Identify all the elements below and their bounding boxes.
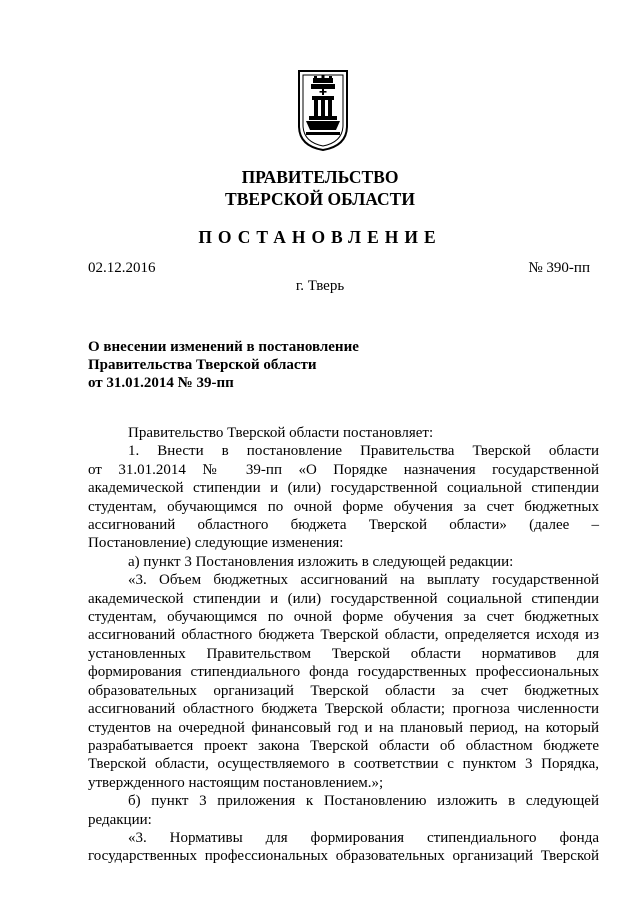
body-line: разрабатывается проект закона Тверской области об областном бюджете (88, 737, 599, 754)
org-name-line2: ТВЕРСКОЙ ОБЛАСТИ (225, 189, 415, 209)
body-line: студентов на очередной финансовый год и на плановый период, на который (88, 719, 599, 736)
document-type: ПОСТАНОВЛЕНИЕ (198, 227, 442, 247)
body-line: редакции: (88, 811, 152, 828)
body-line: 1. Внести в постановление Правительства Тверской области (128, 443, 599, 460)
org-name-line1: ПРАВИТЕЛЬСТВО (241, 167, 399, 187)
body-line: академической стипендии и (или) государственной социальной стипендии (88, 590, 599, 607)
subject-line: Правительства Тверской области (88, 357, 317, 373)
body-line: студентам, обучающимся по очной форме обучения за счет бюджетных (88, 609, 599, 626)
body-line: ассигнований областного бюджета Тверской области, определяется исходя из (88, 627, 599, 644)
body-line: ассигнований областного бюджета Тверской области; прогноза численности (88, 701, 599, 718)
body-line: «3. Объем бюджетных ассигнований на выплату государственной (128, 572, 599, 589)
subject-line: от 31.01.2014 № 39-пп (88, 375, 234, 391)
document-body (88, 424, 599, 866)
document-subject (88, 338, 418, 392)
document-city: г. Тверь (295, 278, 345, 294)
document-date: 02.12.2016 (88, 260, 156, 276)
body-line: формирования стипендиального фонда государственных профессиональных (88, 664, 599, 681)
document-number: № 390-пп (528, 260, 590, 276)
body-line: ассигнований областного бюджета Тверской области» (далее – (88, 517, 599, 534)
body-line: от 31.01.2014 № 39-пп «О Порядке назначения государственной (88, 461, 599, 478)
body-line: академической стипендии и (или) государственной социальной стипендии (88, 480, 599, 497)
body-line: «3. Нормативы для формирования стипендиального фонда (128, 829, 599, 846)
body-line: Тверской области, осуществляемого в соответствии с пунктом 3 Порядка, (88, 756, 599, 773)
subject-line: О внесении изменений в постановление (88, 339, 359, 355)
body-line: б) пункт 3 приложения к Постановлению изложить в следующей (128, 793, 599, 810)
body-line: государственных профессиональных образовательных организаций Тверской (88, 848, 599, 865)
body-line: студентам, обучающимся по очной форме обучения за счет бюджетных (88, 498, 599, 515)
body-line: установленных Правительством Тверской области нормативов для (88, 645, 599, 662)
tver-coat-of-arms-emblem (296, 68, 350, 152)
body-line: образовательных организаций Тверской области за счет бюджетных (88, 682, 599, 699)
body-line: Правительство Тверской области постановляет: (128, 425, 434, 441)
body-line: Постановление) следующие изменения: (88, 535, 344, 552)
body-line: утвержденного настоящим постановлением.»; (88, 774, 384, 791)
body-line: а) пункт 3 Постановления изложить в следующей редакции: (128, 553, 514, 570)
